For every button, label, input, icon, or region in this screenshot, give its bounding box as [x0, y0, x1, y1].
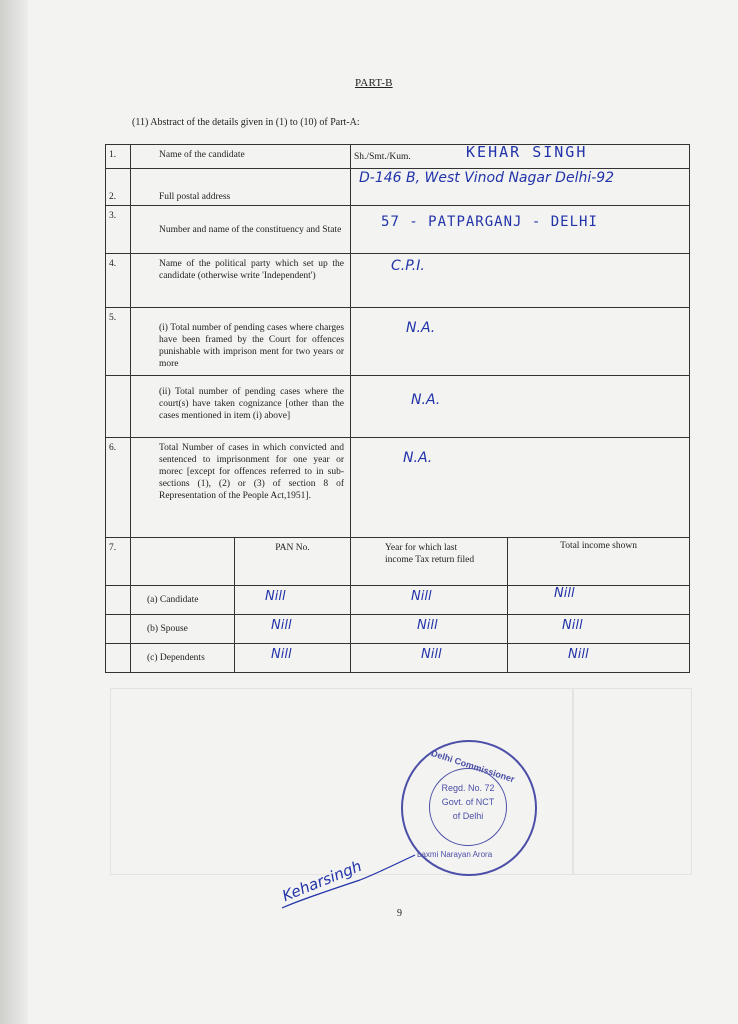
row-candidate-name	[106, 145, 690, 169]
intro-text: (11) Abstract of the details given in (1) to (10) of Part-A:	[132, 117, 360, 128]
income-row-spouse	[106, 615, 690, 644]
total-income-header: Total income shown	[508, 538, 690, 586]
total-income-value: Nill	[508, 586, 690, 615]
notary-stamp	[401, 740, 537, 876]
row-label: (ii) Total number of pending cases where the court(s) have taken cognizance [other than the cases mentioned in item (i) above]	[131, 376, 351, 438]
year-value: Nill	[351, 644, 508, 673]
row-label: Number and name of the constituency and State	[131, 206, 351, 254]
stamp-inner-ring	[429, 768, 507, 846]
row-label: Total Number of cases in which convicted and sentenced to imprisonment for one year or morec [except for offences referred to in sub-sections (1), (2) or (3) of section 8 of Representation of the People Act,1951].	[131, 438, 351, 538]
signature: Keharsingh	[279, 856, 365, 906]
row-number: 7.	[106, 538, 131, 586]
page-number: 9	[397, 908, 402, 919]
pan-value: Nill	[235, 644, 351, 673]
stamp-name: Laxmi Narayan Arora	[417, 850, 493, 859]
pan-value: Nill	[235, 586, 351, 615]
total-income-value: Nill	[508, 644, 690, 673]
row-label: Name of the candidate	[131, 145, 351, 169]
page-heading: PART-B	[355, 77, 393, 89]
row-label: Full postal address	[131, 169, 351, 206]
year-header: Year for which last income Tax return filed	[351, 538, 508, 586]
income-row-label: (a) Candidate	[131, 586, 235, 615]
row-number: 1.	[106, 145, 131, 169]
stamp-place: of Delhi	[452, 811, 484, 821]
row-political-party	[106, 254, 690, 308]
row-number: 6.	[106, 438, 131, 538]
candidate-name-value: KEHAR SINGH	[466, 143, 588, 161]
row-number: 3.	[106, 206, 131, 254]
constituency-value: 57 - PATPARGANJ - DELHI	[381, 214, 598, 230]
party-value: C.P.I.	[391, 258, 425, 274]
postal-address-value: D-146 B, West Vinod Nagar Delhi-92	[359, 170, 615, 186]
row-pending-cases-framed	[106, 308, 690, 376]
income-row-label: (c) Dependents	[131, 644, 235, 673]
title-prefix: Sh./Smt./Kum.	[354, 152, 411, 162]
income-row-dependents	[106, 644, 690, 673]
row-label: (i) Total number of pending cases where charges have been framed by the Court for offences punishable with imprison ment for two years or more	[131, 308, 351, 376]
row-convicted-cases	[106, 438, 690, 538]
show-through-line	[572, 688, 574, 875]
row-number: 5.	[106, 308, 131, 376]
details-table	[105, 144, 690, 673]
income-row-label: (b) Spouse	[131, 615, 235, 644]
cognizance-cases-value: N.A.	[411, 392, 441, 408]
pending-cases-value: N.A.	[406, 320, 436, 336]
year-value: Nill	[351, 586, 508, 615]
row-label: Name of the political party which set up the candidate (otherwise write 'Independent')	[131, 254, 351, 308]
stamp-reg-no: Regd. No. 72	[441, 783, 495, 793]
row-constituency	[106, 206, 690, 254]
income-row-candidate	[106, 586, 690, 615]
show-through-table	[110, 688, 692, 875]
stamp-ring-text: Delhi Commissioner	[429, 748, 516, 785]
row-income-header	[106, 538, 690, 586]
row-pending-cases-cognizance	[106, 376, 690, 438]
row-postal-address	[106, 169, 690, 206]
pan-header: PAN No.	[235, 538, 351, 586]
row-number: 4.	[106, 254, 131, 308]
stamp-govt: Govt. of NCT	[441, 797, 495, 807]
year-value: Nill	[351, 615, 508, 644]
convicted-cases-value: N.A.	[403, 450, 433, 466]
total-income-value: Nill	[508, 615, 690, 644]
row-number: 2.	[106, 169, 131, 206]
pan-value: Nill	[235, 615, 351, 644]
